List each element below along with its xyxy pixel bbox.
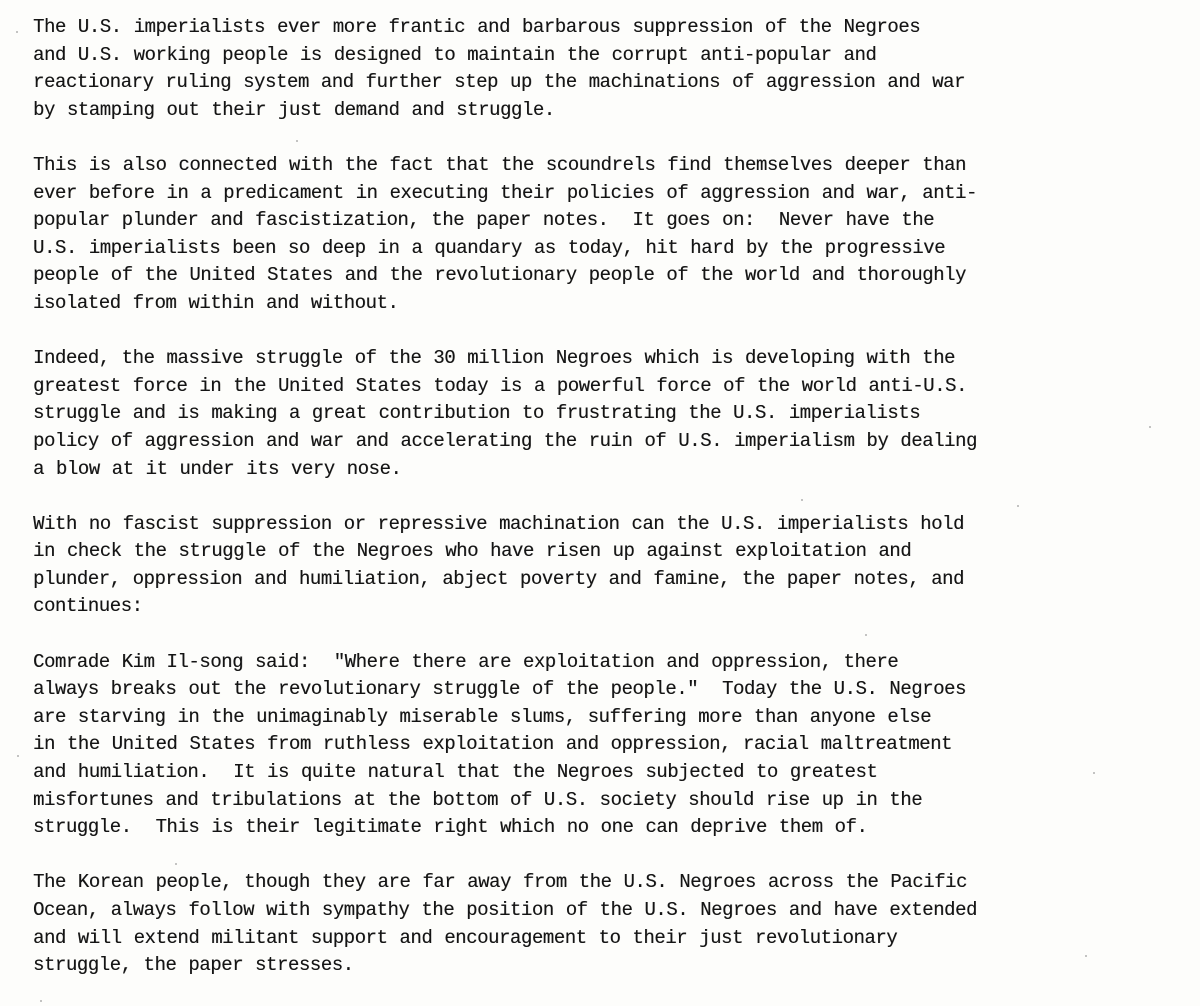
text-line: continues:	[33, 595, 143, 618]
scan-speck	[865, 634, 867, 636]
text-line: The Korean people, though they are far away from the U.S. Negroes across the Pacific	[33, 871, 967, 894]
text-line: in check the struggle of the Negroes who have risen up against exploitation and	[33, 540, 912, 563]
scan-speck	[16, 31, 18, 33]
text-line: people of the United States and the revolutionary people of the world and thoroughly	[33, 264, 966, 287]
text-line: and will extend militant support and encouragement to their just revolutionary	[33, 926, 898, 949]
text-line: struggle, the paper stresses.	[33, 954, 354, 977]
text-line: isolated from within and without.	[33, 291, 399, 314]
paragraph-3	[33, 345, 1183, 483]
text-line: in the United States from ruthless exploitation and oppression, racial maltreatment	[33, 733, 953, 756]
paragraph-5	[33, 649, 1183, 842]
text-line: Indeed, the massive struggle of the 30 million Negroes which is developing with the	[33, 347, 956, 370]
text-line: misfortunes and tribulations at the bottom of U.S. society should rise up in the	[33, 788, 923, 811]
paragraph-1	[33, 14, 1183, 124]
text-line: struggle and is making a great contribution to frustrating the U.S. imperialists	[33, 402, 921, 425]
text-line: popular plunder and fascistization, the paper notes. It goes on: Never have the	[33, 209, 935, 232]
scan-speck	[296, 140, 298, 142]
text-line: by stamping out their just demand and struggle.	[33, 98, 555, 121]
text-line: greatest force in the United States today is a powerful force of the world anti-U.S.	[33, 374, 967, 397]
text-line: and humiliation. It is quite natural that the Negroes subjected to greatest	[33, 761, 878, 784]
scan-speck	[1149, 426, 1151, 428]
scan-speck	[801, 499, 803, 501]
text-line: struggle. This is their legitimate right which no one can deprive them of.	[33, 816, 868, 839]
text-line: Ocean, always follow with sympathy the position of the U.S. Negroes and have extended	[33, 899, 977, 921]
text-line: With no fascist suppression or repressive machination can the U.S. imperialists hold	[33, 512, 964, 535]
scan-speck	[17, 755, 19, 757]
text-line: U.S. imperialists been so deep in a quandary as today, hit hard by the progressive	[33, 236, 946, 259]
text-line: reactionary ruling system and further step up the machinations of aggression and war	[33, 71, 965, 94]
scan-speck	[1093, 772, 1095, 774]
scan-speck	[175, 863, 177, 865]
paragraph-4	[33, 511, 1183, 621]
text-line: This is also connected with the fact that the scoundrels find themselves deeper than	[33, 153, 966, 176]
text-line: policy of aggression and war and accelerating the ruin of U.S. imperialism by dealing	[33, 429, 977, 452]
text-line: ever before in a predicament in executing their policies of aggression and war, anti-	[33, 181, 977, 204]
paragraph-2	[33, 152, 1183, 318]
scan-speck	[1017, 505, 1019, 507]
text-line: a blow at it under its very nose.	[33, 457, 402, 480]
paragraph-6	[33, 869, 1183, 979]
scan-speck	[1085, 955, 1087, 957]
text-line: are starving in the unimaginably miserable slums, suffering more than anyone else	[33, 705, 932, 728]
text-line: The U.S. imperialists ever more frantic and barbarous suppression of the Negroes	[33, 16, 921, 38]
text-line: Comrade Kim Il-song said: "Where there are exploitation and oppression, there	[33, 650, 899, 673]
text-line: plunder, oppression and humiliation, abject poverty and famine, the paper notes, and	[33, 567, 964, 590]
scan-speck	[40, 1000, 42, 1002]
document-body	[33, 14, 1183, 1007]
text-line: always breaks out the revolutionary struggle of the people." Today the U.S. Negroes	[33, 678, 966, 701]
text-line: and U.S. working people is designed to maintain the corrupt anti-popular and	[33, 43, 877, 66]
